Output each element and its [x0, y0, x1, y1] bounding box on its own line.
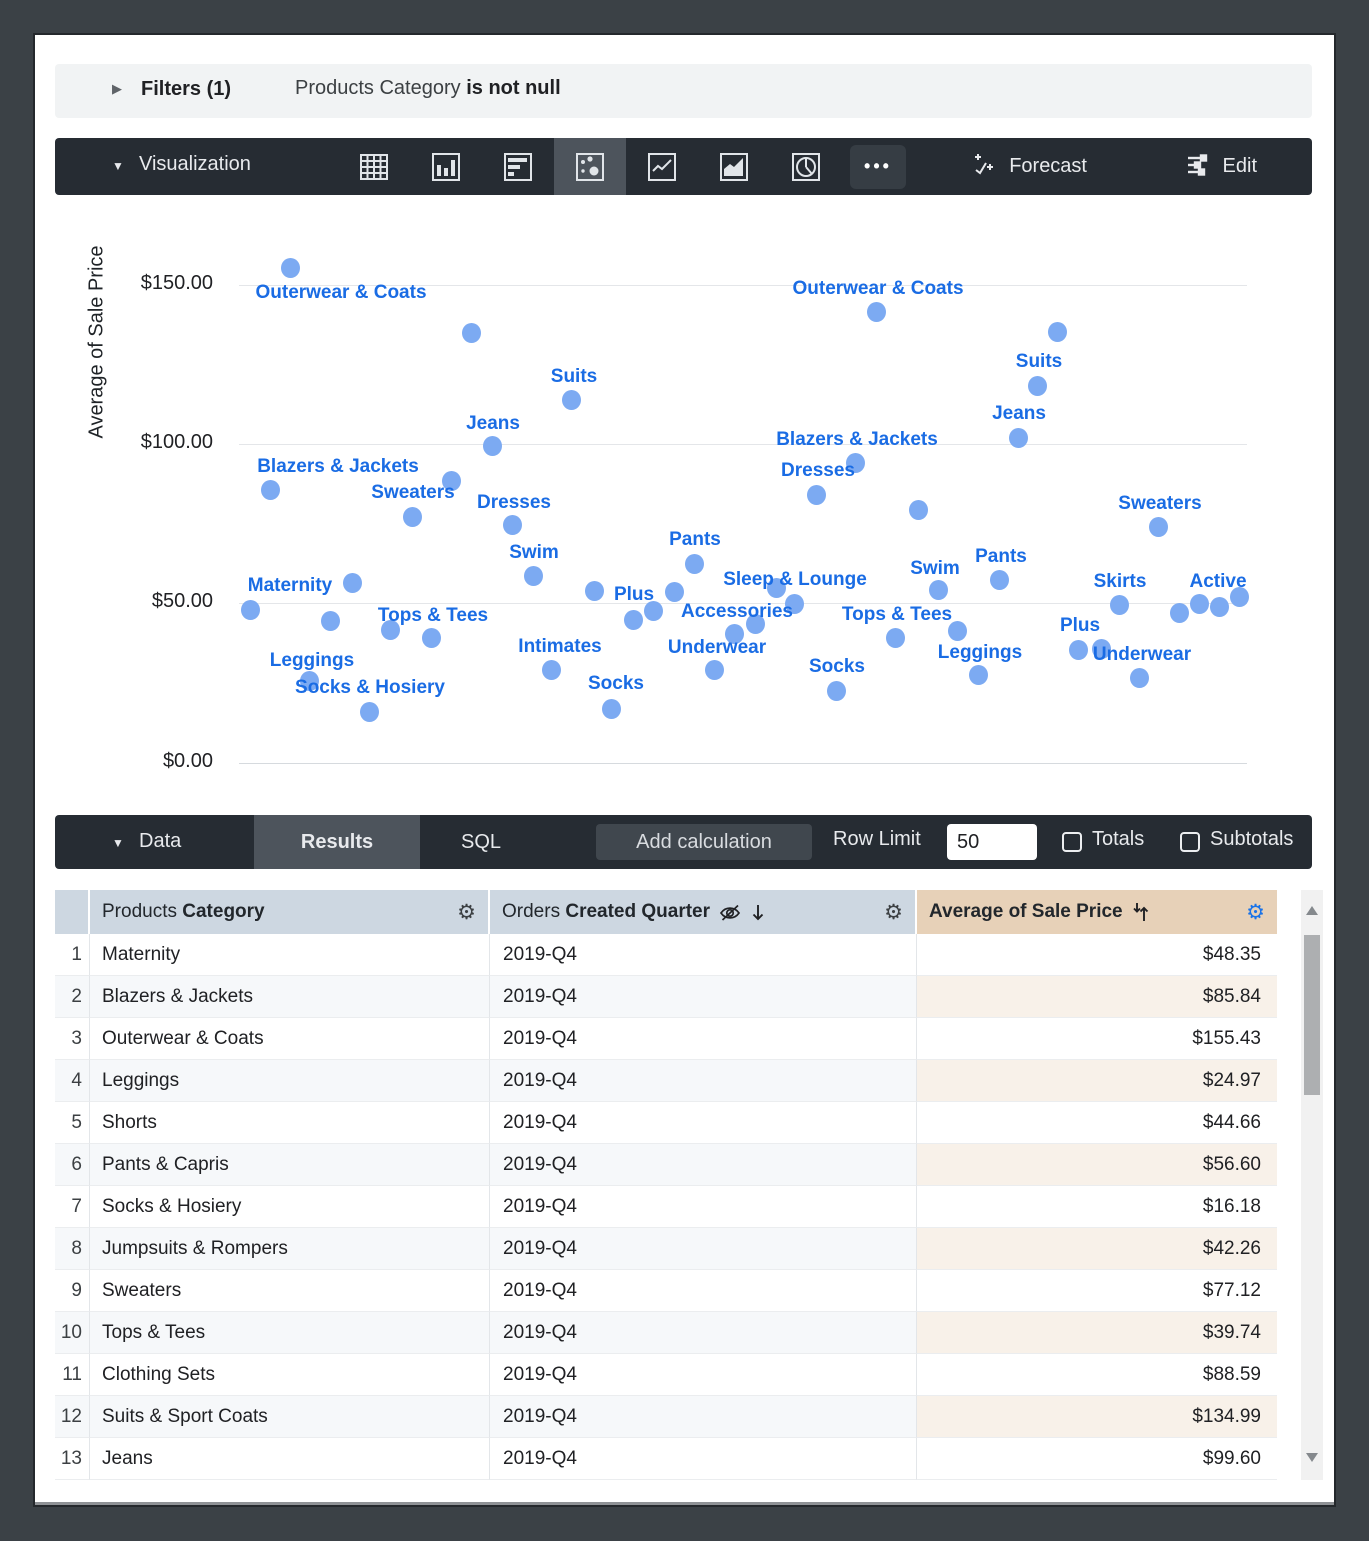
scatter-point[interactable]: [462, 323, 481, 343]
point-label: Swim: [910, 558, 960, 579]
point-label: Underwear: [667, 637, 767, 658]
measure-cell[interactable]: $24.97: [917, 1060, 1277, 1102]
quarter-cell[interactable]: 2019-Q4: [490, 1312, 917, 1354]
category-cell[interactable]: Socks & Hosiery: [90, 1186, 490, 1228]
scatter-point[interactable]: [1170, 603, 1189, 623]
measure-cell[interactable]: $88.59: [917, 1354, 1277, 1396]
point-label: Leggings: [937, 642, 1023, 663]
scatter-point[interactable]: [1130, 668, 1149, 688]
quarter-cell[interactable]: 2019-Q4: [490, 1018, 917, 1060]
category-cell[interactable]: Jumpsuits & Rompers: [90, 1228, 490, 1270]
chevron-right-icon[interactable]: ▶: [112, 81, 122, 96]
y-axis-tick-label: $50.00: [151, 590, 213, 612]
point-label: Blazers & Jackets: [776, 429, 938, 450]
table-row: [55, 1438, 1301, 1480]
point-label: Intimates: [518, 636, 602, 657]
scatter-point[interactable]: [1110, 595, 1129, 615]
results-table: [55, 890, 1301, 1480]
category-cell[interactable]: Jeans: [90, 1438, 490, 1480]
filter-field: Products Category: [295, 77, 467, 99]
scatter-point[interactable]: [1069, 640, 1088, 660]
y-axis-tick-label: $100.00: [140, 431, 213, 453]
scroll-down-icon[interactable]: [1306, 1453, 1318, 1462]
scrollbar-thumb[interactable]: [1304, 935, 1320, 1095]
point-label: Sweaters: [371, 482, 455, 503]
table-header-row: [55, 890, 1301, 934]
row-number-cell: 11: [55, 1354, 90, 1396]
scatter-point[interactable]: [1009, 428, 1028, 448]
quarter-cell[interactable]: 2019-Q4: [490, 934, 917, 976]
table-row: [55, 1102, 1301, 1144]
measure-cell[interactable]: $16.18: [917, 1186, 1277, 1228]
scatter-point[interactable]: [969, 665, 988, 685]
row-number-cell: 1: [55, 934, 90, 976]
point-label: Leggings: [269, 650, 355, 671]
header-name: Average of Sale Price: [929, 901, 1123, 922]
row-number-cell: 8: [55, 1228, 90, 1270]
point-label: Pants: [975, 546, 1027, 567]
measure-cell[interactable]: $99.60: [917, 1438, 1277, 1480]
row-number-cell: 12: [55, 1396, 90, 1438]
scatter-point[interactable]: [929, 580, 948, 600]
category-cell[interactable]: Pants & Capris: [90, 1144, 490, 1186]
eye-off-icon: [718, 903, 742, 922]
y-axis-tick-label: $0.00: [162, 750, 213, 772]
measure-cell[interactable]: $42.26: [917, 1228, 1277, 1270]
quarter-cell[interactable]: 2019-Q4: [490, 1270, 917, 1312]
point-label: Dresses: [781, 460, 855, 481]
data-label[interactable]: Data: [139, 830, 182, 852]
scatter-point[interactable]: [1210, 597, 1229, 617]
forecast-label: Forecast: [1009, 155, 1087, 177]
quarter-cell[interactable]: 2019-Q4: [490, 1438, 917, 1480]
quarter-cell[interactable]: 2019-Q4: [490, 1144, 917, 1186]
totals-label: Totals: [1092, 828, 1145, 850]
scatter-point[interactable]: [705, 660, 724, 680]
table-row: [55, 1228, 1301, 1270]
totals-checkbox[interactable]: [1062, 832, 1082, 852]
scatter-point[interactable]: [886, 628, 905, 648]
point-label: Socks: [809, 656, 865, 677]
chevron-down-icon[interactable]: ▼: [112, 836, 124, 850]
scatter-point[interactable]: [321, 611, 340, 631]
measure-cell[interactable]: $56.60: [917, 1144, 1277, 1186]
scatter-point[interactable]: [422, 628, 441, 648]
gear-icon[interactable]: ⚙: [884, 900, 903, 924]
row-number-cell: 9: [55, 1270, 90, 1312]
row-number-header: [55, 890, 90, 934]
tab-results[interactable]: Results: [254, 815, 420, 869]
average-sale-price-header[interactable]: [917, 890, 1277, 934]
point-label: Tops & Tees: [377, 605, 489, 626]
scatter-point[interactable]: [483, 436, 502, 456]
measure-cell[interactable]: $44.66: [917, 1102, 1277, 1144]
point-label: Plus: [1059, 615, 1101, 636]
row-limit-label: Row Limit: [833, 828, 921, 850]
measure-cell[interactable]: $134.99: [917, 1396, 1277, 1438]
tab-sql[interactable]: SQL: [460, 830, 502, 853]
scatter-point[interactable]: [241, 600, 260, 620]
gear-icon[interactable]: ⚙: [457, 900, 476, 924]
gridline: [239, 763, 1247, 764]
point-label: Sweaters: [1118, 493, 1202, 514]
scatter-point[interactable]: [602, 699, 621, 719]
point-label: Underwear: [1092, 644, 1192, 665]
category-cell[interactable]: Sweaters: [90, 1270, 490, 1312]
scatter-point[interactable]: [1048, 322, 1067, 342]
subtotals-label: Subtotals: [1210, 828, 1294, 850]
point-label: Outerwear & Coats: [255, 282, 427, 303]
point-label: Plus: [613, 584, 655, 605]
table-row: [55, 1354, 1301, 1396]
header-prefix: Products: [102, 901, 183, 922]
y-axis-title: Average of Sale Price: [85, 245, 108, 439]
data-bar: [55, 815, 1312, 869]
subtotals-checkbox[interactable]: [1180, 832, 1200, 852]
measure-cell[interactable]: $85.84: [917, 976, 1277, 1018]
measure-cell[interactable]: $155.43: [917, 1018, 1277, 1060]
category-cell[interactable]: Blazers & Jackets: [90, 976, 490, 1018]
scatter-point[interactable]: [343, 573, 362, 593]
scatter-plot: [35, 35, 1338, 805]
row-number-cell: 10: [55, 1312, 90, 1354]
products-category-header[interactable]: [90, 890, 490, 934]
category-cell[interactable]: Leggings: [90, 1060, 490, 1102]
quarter-cell[interactable]: 2019-Q4: [490, 1102, 917, 1144]
gear-icon[interactable]: ⚙: [1246, 900, 1265, 924]
measure-cell[interactable]: $48.35: [917, 934, 1277, 976]
table-row: [55, 934, 1301, 976]
quarter-cell[interactable]: 2019-Q4: [490, 1228, 917, 1270]
quarter-cell[interactable]: 2019-Q4: [490, 1396, 917, 1438]
row-number-cell: 5: [55, 1102, 90, 1144]
point-label: Tops & Tees: [841, 604, 953, 625]
point-label: Jeans: [466, 413, 520, 434]
quarter-cell[interactable]: 2019-Q4: [490, 976, 917, 1018]
header-name: Created Quarter: [565, 901, 711, 922]
scroll-up-icon[interactable]: [1306, 906, 1318, 915]
header-name: Category: [182, 901, 265, 922]
table-row: [55, 976, 1301, 1018]
table-row: [55, 1312, 1301, 1354]
scatter-point[interactable]: [503, 515, 522, 535]
table-body: [55, 934, 1301, 1480]
category-cell[interactable]: Outerwear & Coats: [90, 1018, 490, 1060]
scatter-point[interactable]: [261, 480, 280, 500]
point-label: Dresses: [477, 492, 551, 513]
scatter-point[interactable]: [1149, 517, 1168, 537]
scatter-point[interactable]: [585, 581, 604, 601]
explore-card: [33, 33, 1336, 1507]
table-scrollbar[interactable]: [1301, 890, 1323, 1480]
category-cell[interactable]: Clothing Sets: [90, 1354, 490, 1396]
filter-condition: is not null: [466, 77, 561, 99]
measure-cell[interactable]: $39.74: [917, 1312, 1277, 1354]
point-label: Suits: [1015, 351, 1063, 372]
orders-created-quarter-header[interactable]: [490, 890, 917, 934]
table-row: [55, 1060, 1301, 1102]
category-cell[interactable]: Maternity: [90, 934, 490, 976]
add-calculation-button[interactable]: Add calculation: [596, 824, 812, 860]
scatter-point[interactable]: [542, 660, 561, 680]
scatter-point[interactable]: [403, 507, 422, 527]
row-number-cell: 4: [55, 1060, 90, 1102]
point-label: Sleep & Lounge: [723, 569, 867, 590]
quarter-cell[interactable]: 2019-Q4: [490, 1060, 917, 1102]
category-cell[interactable]: Tops & Tees: [90, 1312, 490, 1354]
scatter-point[interactable]: [562, 390, 581, 410]
visualization-label[interactable]: Visualization: [139, 153, 251, 175]
table-row: [55, 1396, 1301, 1438]
scatter-point[interactable]: [281, 258, 300, 278]
filters-label[interactable]: Filters (1): [141, 78, 232, 100]
scatter-point[interactable]: [665, 582, 684, 602]
scatter-point[interactable]: [685, 554, 704, 574]
sort-desc-icon[interactable]: [750, 901, 766, 923]
table-row: [55, 1270, 1301, 1312]
point-label: Pants: [669, 529, 721, 550]
point-label: Jeans: [992, 403, 1046, 424]
point-label: Skirts: [1093, 571, 1147, 592]
point-label: Accessories: [681, 601, 793, 622]
category-cell[interactable]: Shorts: [90, 1102, 490, 1144]
measure-cell[interactable]: $77.12: [917, 1270, 1277, 1312]
point-label: Suits: [550, 366, 598, 387]
table-row: [55, 1144, 1301, 1186]
card-bottom-edge: [35, 1502, 1334, 1505]
row-number-cell: 3: [55, 1018, 90, 1060]
scatter-point[interactable]: [827, 681, 846, 701]
y-axis-tick-label: $150.00: [140, 272, 213, 294]
point-label: Socks: [588, 673, 644, 694]
scatter-point[interactable]: [867, 302, 886, 322]
scatter-point[interactable]: [624, 610, 643, 630]
edit-label: Edit: [1222, 155, 1257, 177]
sort-asc-icon[interactable]: [1131, 900, 1153, 924]
scatter-point[interactable]: [524, 566, 543, 586]
scatter-point[interactable]: [1190, 594, 1209, 614]
ellipsis-icon: •••: [850, 145, 906, 189]
point-label: Maternity: [247, 575, 333, 596]
row-number-cell: 7: [55, 1186, 90, 1228]
scatter-point[interactable]: [990, 570, 1009, 590]
row-number-cell: 2: [55, 976, 90, 1018]
point-label: Active: [1189, 571, 1247, 592]
scatter-point[interactable]: [1028, 376, 1047, 396]
point-label: Socks & Hosiery: [295, 677, 445, 698]
point-label: Blazers & Jackets: [257, 456, 419, 477]
table-row: [55, 1186, 1301, 1228]
row-limit-input[interactable]: [947, 824, 1037, 860]
point-label: Outerwear & Coats: [792, 278, 964, 299]
row-number-cell: 6: [55, 1144, 90, 1186]
chevron-down-icon[interactable]: ▼: [112, 159, 124, 173]
scatter-point[interactable]: [807, 485, 826, 505]
point-label: Swim: [509, 542, 559, 563]
table-row: [55, 1018, 1301, 1060]
quarter-cell[interactable]: 2019-Q4: [490, 1186, 917, 1228]
quarter-cell[interactable]: 2019-Q4: [490, 1354, 917, 1396]
scatter-point[interactable]: [360, 702, 379, 722]
scatter-point[interactable]: [909, 500, 928, 520]
row-number-cell: 13: [55, 1438, 90, 1480]
category-cell[interactable]: Suits & Sport Coats: [90, 1396, 490, 1438]
header-prefix: Orders: [502, 901, 566, 922]
gridline: [239, 444, 1247, 445]
